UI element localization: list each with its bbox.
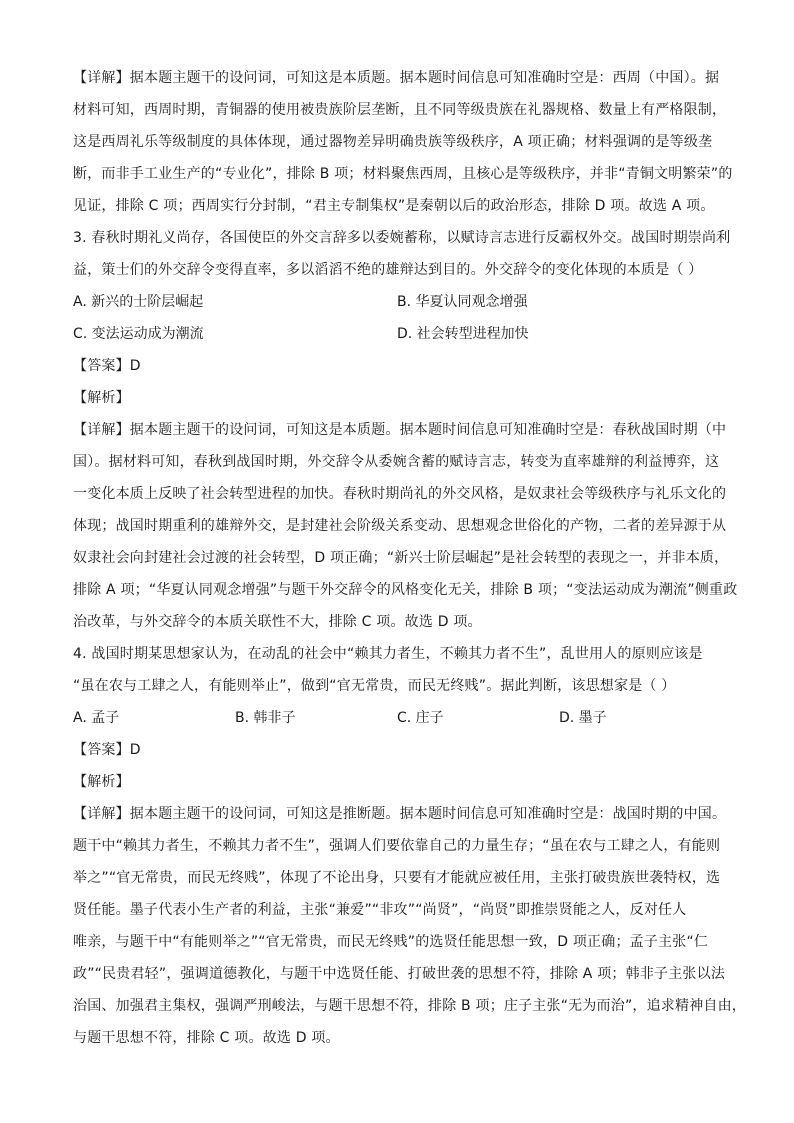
text-line: 断，而非手工业生产的“专业化”，排除 B 项；材料聚焦西周，且核心是等级秩序，并非“青铜文明繁荣”的 bbox=[73, 166, 733, 182]
option-c: C. 变法运动成为潮流 bbox=[73, 326, 204, 342]
text-line: 【详解】据本题主题干的设问词，可知这是本质题。据本题时间信息可知准确时空是：西周（中国）。据 bbox=[73, 70, 720, 86]
options-row bbox=[73, 702, 723, 734]
text-line: 材料可知，西周时期，青铜器的使用被贵族阶层垄断，且不同等级贵族在礼器规格、数量上有严格限制， bbox=[73, 102, 727, 118]
q2-explanation bbox=[73, 62, 733, 222]
answer-line: 【答案】D bbox=[73, 358, 141, 374]
text-line: 治国、加强君主集权，强调严刑峻法，与题干思想不符，排除 B 项；庄子主张“无为而治”，追求精神自由， bbox=[73, 998, 747, 1014]
text-line: 治改革，与外交辞令的本质关联性不大，排除 C 项。故选 D 项。 bbox=[73, 614, 482, 630]
text-line: 与题干思想不符，排除 C 项。故选 D 项。 bbox=[73, 1030, 340, 1046]
text-line: 见证，排除 C 项；西周实行分封制，“君主专制集权”是秦朝以后的政治形态，排除 D 项。故选 A 项。 bbox=[73, 198, 715, 214]
text-line: 唯亲，与题干中“有能则举之”“官无常贵，而民无终贱”的选贤任能思想一致，D 项正确；孟子主张“仁 bbox=[73, 934, 709, 950]
question-stem-line: 益，策士们的外交辞令变得直率，多以滔滔不绝的雄辩达到目的。外交辞令的变化体现的本质是（ ） bbox=[73, 262, 703, 278]
answer-line: 【答案】D bbox=[73, 742, 141, 758]
text-line: 【详解】据本题主题干的设问词，可知这是本质题。据本题时间信息可知准确时空是：春秋战国时期（中 bbox=[73, 422, 727, 438]
options-row bbox=[73, 318, 723, 350]
question-stem-line: 4. 战国时期某思想家认为，在动乱的社会中“赖其力者生，不赖其力者不生”，乱世用人的原则应该是 bbox=[73, 646, 703, 662]
option-b: B. 华夏认同观念增强 bbox=[397, 294, 528, 310]
text-line: 举之”“官无常贵，而民无终贱”，体现了不论出身，只要有才能就应被任用，主张打破贵族世袭特权，选 bbox=[73, 870, 721, 886]
analysis-label: 【解析】 bbox=[73, 774, 130, 790]
question-4 bbox=[73, 638, 747, 1054]
analysis-label: 【解析】 bbox=[73, 390, 130, 406]
option-c: C. 庄子 bbox=[397, 710, 444, 726]
text-line: 一变化本质上反映了社会转型进程的加快。春秋时期尚礼的外交风格，是奴隶社会等级秩序与礼乐文化的 bbox=[73, 486, 727, 502]
text-line: 国）。据材料可知，春秋到战国时期，外交辞令从委婉含蓄的赋诗言志，转变为直率雄辩的利益博弈，这 bbox=[73, 454, 720, 470]
question-3 bbox=[73, 222, 738, 638]
option-a: A. 新兴的士阶层崛起 bbox=[73, 294, 204, 310]
text-line: 【详解】据本题主题干的设问词，可知这是推断题。据本题时间信息可知准确时空是：战国时期的中国。 bbox=[73, 806, 727, 822]
text-line: 体现；战国时期重利的雄辩外交，是封建社会阶级关系变动、思想观念世俗化的产物，二者的差异源于从 bbox=[73, 518, 727, 534]
question-stem-line: 3. 春秋时期礼义尚存，各国使臣的外交言辞多以委婉蓄称，以赋诗言志进行反霸权外交。战国时期崇尚利 bbox=[73, 230, 731, 246]
document-page bbox=[73, 62, 747, 1054]
text-line: 贤任能。墨子代表小生产者的利益，主张“兼爱”“非攻”“尚贤”，“尚贤”即推崇贤能之人，反对任人 bbox=[73, 902, 687, 918]
option-b: B. 韩非子 bbox=[235, 710, 296, 726]
text-line: 政”“民贵君轻”，强调道德教化，与题干中选贤任能、打破世袭的思想不符，排除 A 项；韩非子主张以法 bbox=[73, 966, 726, 982]
text-line: 题干中“赖其力者生，不赖其力者不生”，强调人们要依靠自己的力量生存；“虽在农与工肆之人，有能则 bbox=[73, 838, 721, 854]
option-d: D. 社会转型进程加快 bbox=[397, 326, 529, 342]
options-row bbox=[73, 286, 723, 318]
question-stem-line: “虽在农与工肆之人，有能则举止”，做到“官无常贵，而民无终贱”。据此判断，该思想家是（ ） bbox=[73, 678, 676, 694]
option-a: A. 孟子 bbox=[73, 710, 120, 726]
option-d: D. 墨子 bbox=[559, 710, 607, 726]
text-line: 排除 A 项；“华夏认同观念增强”与题干外交辞令的风格变化无关，排除 B 项；“变法运动成为潮流”侧重政 bbox=[73, 582, 738, 598]
text-line: 这是西周礼乐等级制度的具体体现，通过器物差异明确贵族等级秩序，A 项正确；材料强调的是等级垄 bbox=[73, 134, 713, 150]
text-line: 奴隶社会向封建社会过渡的社会转型，D 项正确；“新兴士阶层崛起”是社会转型的表现之一，并非本质， bbox=[73, 550, 729, 566]
